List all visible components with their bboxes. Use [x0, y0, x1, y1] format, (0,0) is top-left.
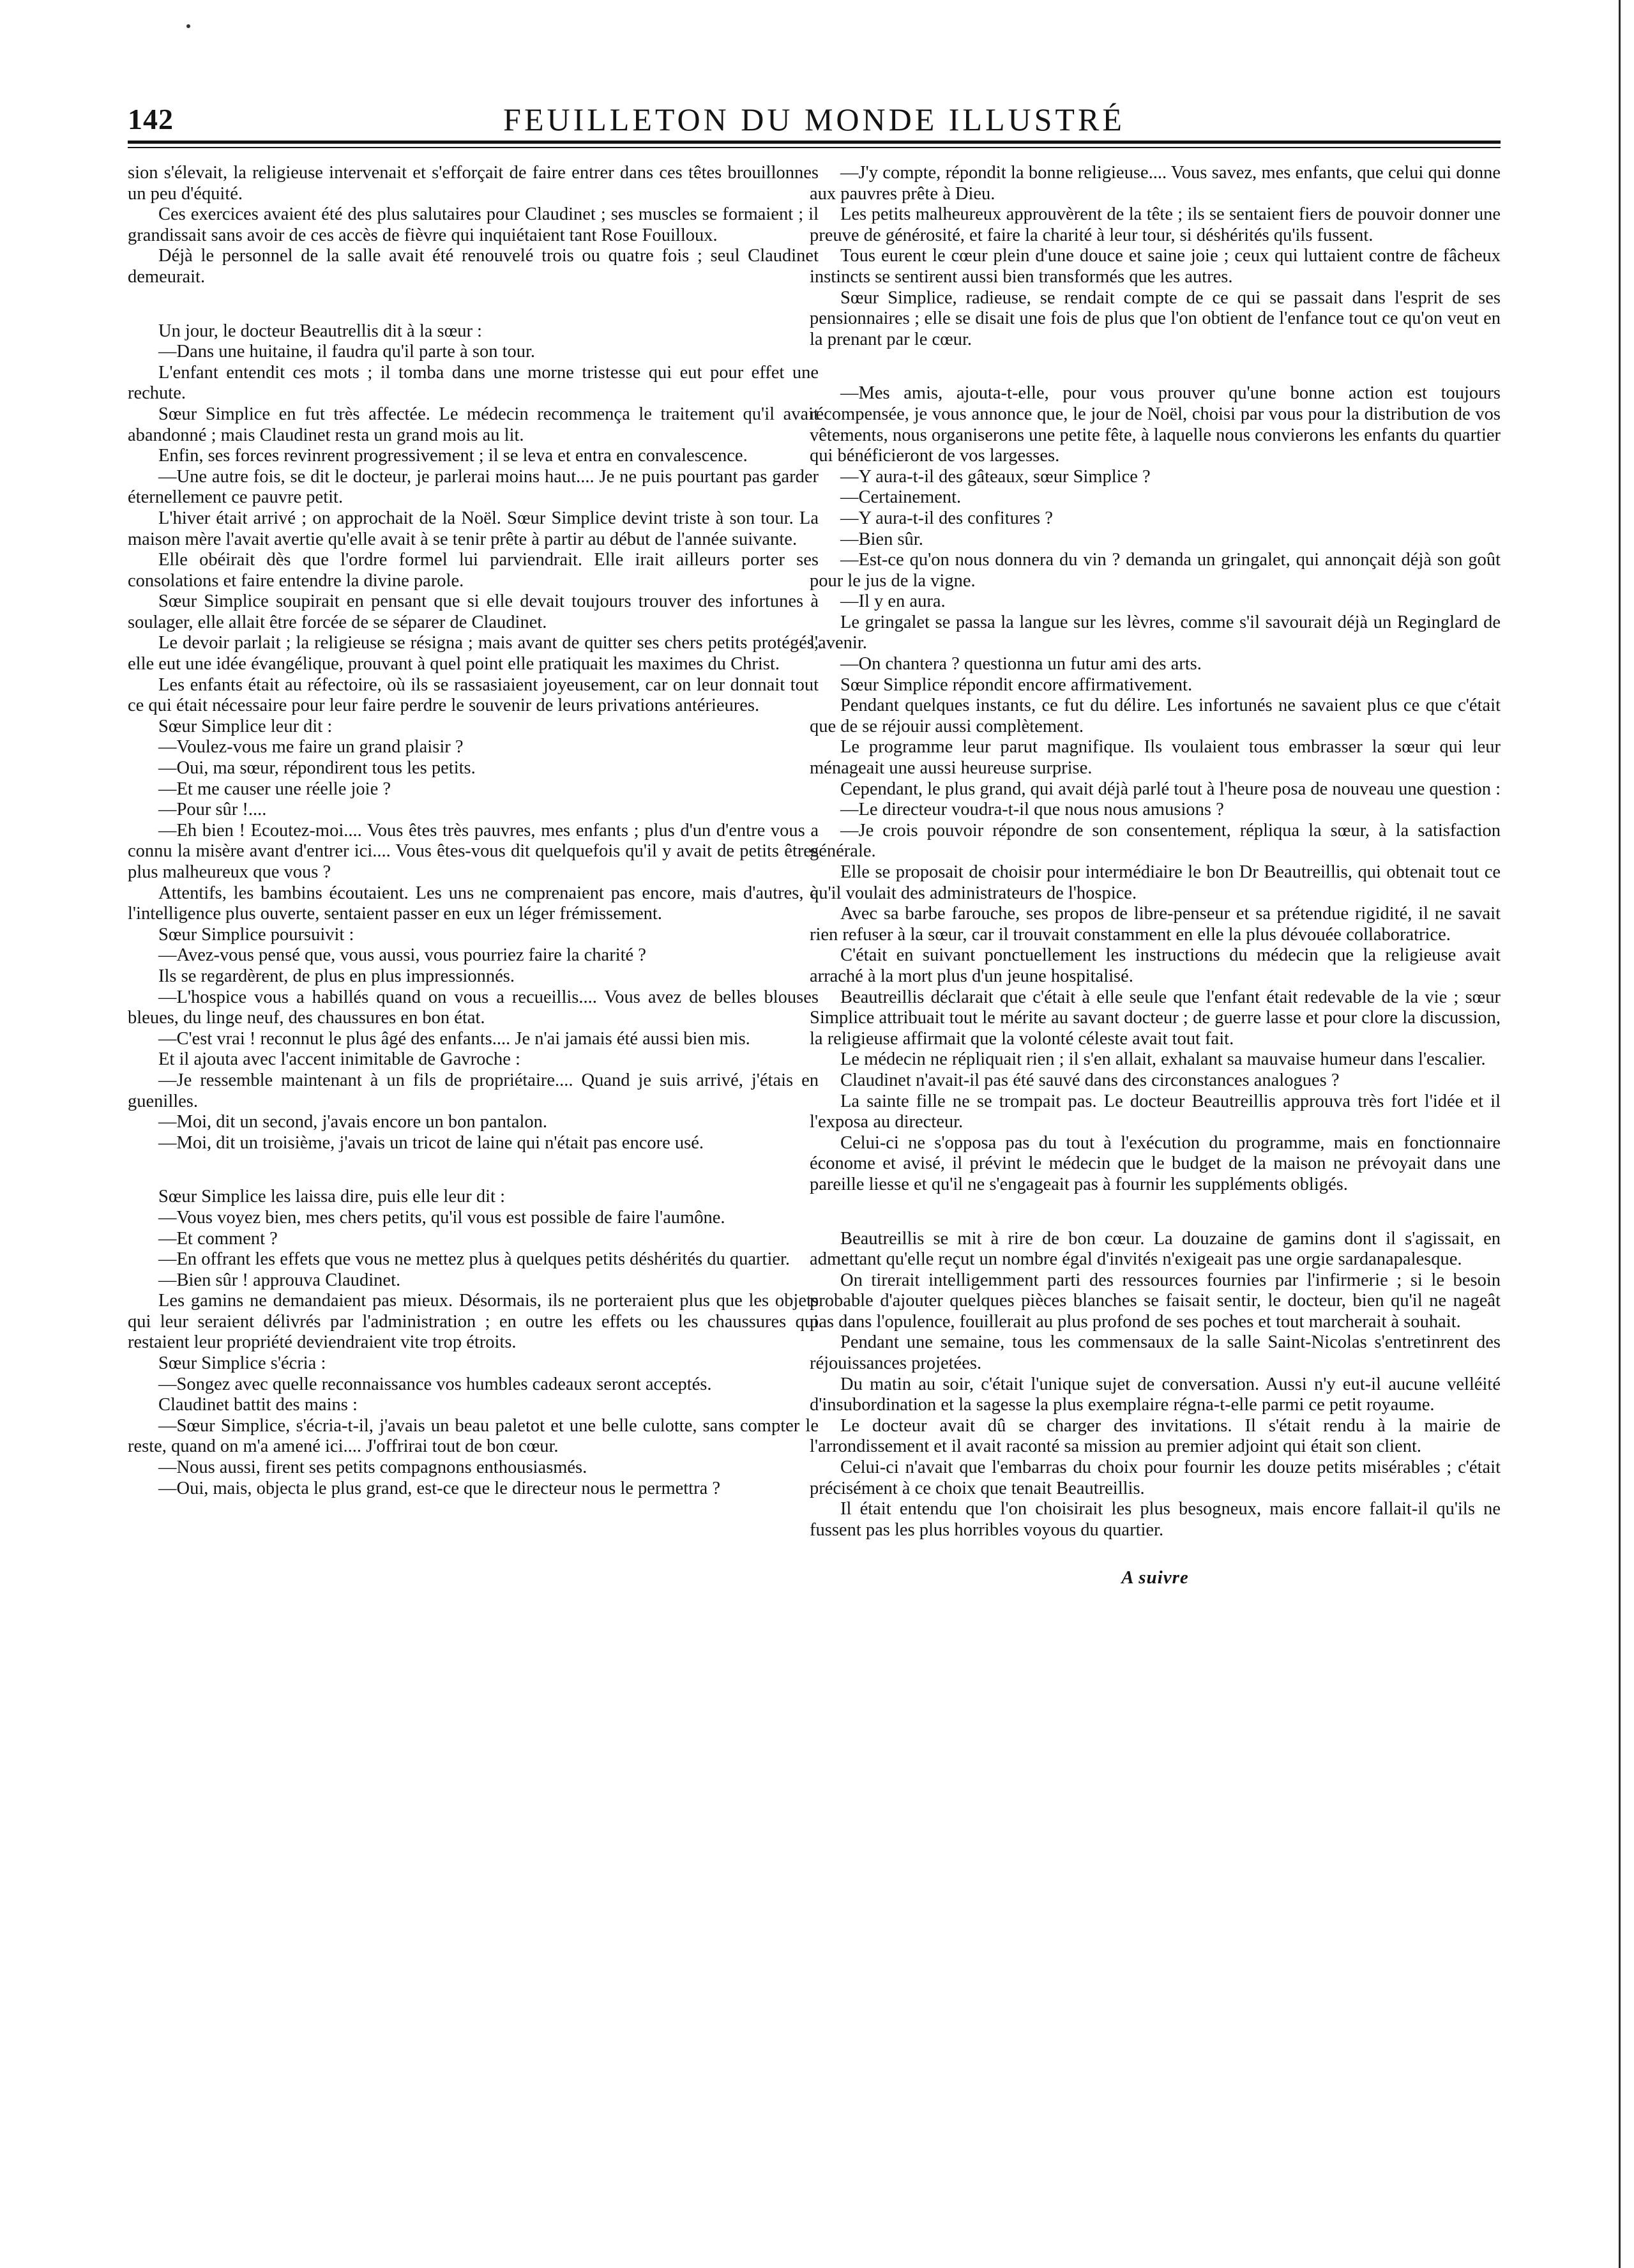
- paragraph: Les petits malheureux approuvèrent de la tête ; ils se sentaient fiers de pouvoir donner une preuve de générosité, et faire la charité à leur tour, si déshérités qu'ils fussent.: [810, 204, 1501, 245]
- paragraph: Cependant, le plus grand, qui avait déjà parlé tout à l'heure posa de nouveau une question :: [840, 779, 1501, 799]
- dialogue-line: —Certainement.: [840, 487, 962, 508]
- paragraph: Les gamins ne demandaient pas mieux. Désormais, ils ne porteraient plus que les objets qui leur seraient délivrés par l'administration ; en outre les effets ou les chaussures qui restaient leur propriété deviendraient vite trop étroits.: [128, 1291, 819, 1353]
- dialogue-line: —Est-ce qu'on nous donnera du vin ? demanda un gringalet, qui annonçait déjà son goût pour le jus de la vigne.: [810, 550, 1501, 591]
- dialogue-line: —Je ressemble maintenant à un fils de propriétaire.... Quand je suis arrivé, j'étais en guenilles.: [128, 1070, 819, 1111]
- section-break: [128, 288, 819, 321]
- dialogue-line: —Dans une huitaine, il faudra qu'il parte à son tour.: [158, 342, 536, 362]
- paragraph: Le gringalet se passa la langue sur les lèvres, comme s'il savourait déjà un Reginglard de l'avenir.: [810, 612, 1501, 653]
- paragraph: Et il ajouta avec l'accent inimitable de Gavroche :: [158, 1049, 520, 1070]
- dialogue-line: —Oui, ma sœur, répondirent tous les petits.: [158, 758, 476, 779]
- dialogue-line: —Moi, dit un troisième, j'avais un tricot de laine qui n'était pas encore usé.: [158, 1132, 704, 1153]
- dialogue-line: —Vous voyez bien, mes chers petits, qu'il vous est possible de faire l'aumône.: [158, 1207, 725, 1228]
- paragraph: sion s'élevait, la religieuse intervenait et s'efforçait de faire entrer dans ces têtes brouillonnes un peu d'équité.: [128, 163, 819, 204]
- paragraph: Sœur Simplice en fut très affectée. Le médecin recommença le traitement qu'il avait abandonné ; mais Claudinet resta un grand mois au lit.: [128, 404, 819, 445]
- paragraph: Ils se regardèrent, de plus en plus impressionnés.: [158, 966, 515, 986]
- text-column-right: [810, 163, 1501, 1588]
- print-speck: [186, 24, 190, 28]
- paragraph: Claudinet battit des mains :: [158, 1395, 358, 1415]
- dialogue-line: —Pour sûr !....: [158, 800, 267, 820]
- paragraph: Beautreillis déclarait que c'était à elle seule que l'enfant était redevable de la vie ; sœur Simplice attribuait tout le mérite au savant docteur ; de guerre lasse et pour clore la discussion, la religieuse affirmait que la volonté céleste avait tout fait.: [810, 987, 1501, 1049]
- paragraph: Pendant une semaine, tous les commensaux de la salle Saint-Nicolas s'entretinrent des réjouissances projetées.: [810, 1332, 1501, 1374]
- paragraph: Elle se proposait de choisir pour intermédiaire le bon Dr Beautreillis, qui obtenait tout ce qu'il voulait des administrateurs de l'hospice.: [810, 862, 1501, 903]
- paragraph: Celui-ci n'avait que l'embarras du choix pour fournir les douze petits misérables ; c'était précisément à ce choix que tenait Beautreillis.: [810, 1457, 1501, 1498]
- paragraph: Du matin au soir, c'était l'unique sujet de conversation. Aussi n'y eut-il aucune velléité d'insubordination et la sagesse la plus exemplaire régna-t-elle parmi ce petit royaume.: [810, 1374, 1501, 1415]
- section-break: [128, 1153, 819, 1187]
- paragraph: La sainte fille ne se trompait pas. Le docteur Beautreillis approuva très fort l'idée et il l'exposa au directeur.: [810, 1091, 1501, 1132]
- paragraph: Claudinet n'avait-il pas été sauvé dans des circonstances analogues ?: [840, 1070, 1340, 1090]
- paragraph: Sœur Simplice soupirait en pensant que si elle devait toujours trouver des infortunes à soulager, elle allait être forcée de se séparer de Claudinet.: [128, 591, 819, 632]
- paragraph: C'était en suivant ponctuellement les instructions du médecin que la religieuse avait arraché à la mort plus d'un jeune hospitalisé.: [810, 945, 1501, 986]
- section-break: [810, 350, 1501, 383]
- paragraph: Ces exercices avaient été des plus salutaires pour Claudinet ; ses muscles se formaient ; il grandissait sans avoir de ces accès de fièvre qui inquiétaient tant Rose Fouilloux.: [128, 204, 819, 245]
- paragraph: Le docteur avait dû se charger des invitations. Il s'était rendu à la mairie de l'arrondissement et il avait raconté sa mission au premier adjoint qui était son client.: [810, 1415, 1501, 1457]
- paragraph: Pendant quelques instants, ce fut du délire. Les infortunés ne savaient plus ce que c'était que de se réjouir aussi complètement.: [810, 696, 1501, 736]
- page-edge-line: [1619, 0, 1621, 2268]
- paragraph: Avec sa barbe farouche, ses propos de libre-penseur et sa prétendue rigidité, il ne savait rien refuser à la sœur, car il trouvait constamment en elle la plus dévouée collaboratrice.: [810, 904, 1501, 945]
- dialogue-line: —Voulez-vous me faire un grand plaisir ?: [158, 737, 464, 757]
- dialogue-line: —En offrant les effets que vous ne mettez plus à quelques petits déshérités du quartier.: [158, 1249, 791, 1270]
- paragraph: Les enfants était au réfectoire, où ils se rassasiaient joyeusement, car on leur donnait tout ce qui était nécessaire pour leur faire perdre le souvenir de leurs privations antérieures.: [128, 674, 819, 716]
- dialogue-line: —Y aura-t-il des gâteaux, sœur Simplice ?: [840, 466, 1151, 487]
- page-header: [128, 96, 1501, 144]
- paragraph: Sœur Simplice, radieuse, se rendait compte de ce qui se passait dans l'esprit de ses pensionnaires ; elle se disait une fois de plus que l'on obtient de l'enfance tout ce qu'on veut en la prenant par le cœur.: [810, 287, 1501, 349]
- dialogue-line: —Mes amis, ajouta-t-elle, pour vous prouver qu'une bonne action est toujours récompensée, je vous annonce que, le jour de Noël, choisi par vous pour la distribution de vos vêtements, nous organiserons une petite fête, à laquelle nous convierons les enfants du quartier qui bénéficieront de vos largesses.: [810, 383, 1501, 466]
- header-rule-thick: [128, 141, 1501, 144]
- to-be-continued: A suivre: [1121, 1567, 1189, 1588]
- dialogue-line: —Sœur Simplice, s'écria-t-il, j'avais un beau paletot et une belle culotte, sans compter le reste, quand on m'a amené ici.... J'offrirai tout de bon cœur.: [128, 1415, 819, 1457]
- dialogue-line: —Je crois pouvoir répondre de son consentement, répliqua la sœur, à la satisfaction générale.: [810, 820, 1501, 862]
- header-rule-thin: [128, 147, 1501, 148]
- paragraph: Déjà le personnel de la salle avait été renouvelé trois ou quatre fois ; seul Claudinet demeurait.: [128, 246, 819, 287]
- paragraph: Un jour, le docteur Beautrellis dit à la sœur :: [158, 321, 482, 341]
- paragraph: Le programme leur parut magnifique. Ils voulaient tous embrasser la sœur qui leur ménageait une aussi heureuse surprise.: [810, 737, 1501, 779]
- paragraph: Le devoir parlait ; la religieuse se résigna ; mais avant de quitter ses chers petits protégés, elle eut une idée évangélique, prouvant à quel point elle pratiquait les maximes du Christ.: [128, 633, 819, 674]
- paragraph: Tous eurent le cœur plein d'une douce et saine joie ; ceux qui luttaient contre de fâcheux instincts se sentirent aussi bien transformés que les autres.: [810, 246, 1501, 287]
- dialogue-line: —Bien sûr.: [840, 529, 923, 549]
- dialogue-line: —Bien sûr ! approuva Claudinet.: [158, 1270, 401, 1290]
- dialogue-line: —Il y en aura.: [840, 591, 946, 612]
- paragraph: Sœur Simplice répondit encore affirmativement.: [840, 674, 1193, 695]
- dialogue-line: —Le directeur voudra-t-il que nous nous amusions ?: [840, 800, 1224, 820]
- dialogue-line: —Moi, dit un second, j'avais encore un bon pantalon.: [158, 1112, 548, 1132]
- paragraph: L'hiver était arrivé ; on approchait de la Noël. Sœur Simplice devint triste à son tour. La maison mère l'avait avertie qu'elle avait à se tenir prête à partir au début de l'année suivante.: [128, 508, 819, 549]
- paragraph: Beautreillis se mit à rire de bon cœur. La douzaine de gamins dont il s'agissait, en admettant qu'elle reçut un nombre égal d'invités n'exigeait pas une orgie sardanapalesque.: [810, 1228, 1501, 1270]
- dialogue-line: —Et me causer une réelle joie ?: [158, 779, 391, 799]
- dialogue-line: —On chantera ? questionna un futur ami des arts.: [840, 654, 1202, 674]
- running-title: FEUILLETON DU MONDE ILLUSTRÉ: [503, 102, 1125, 137]
- dialogue-line: —Eh bien ! Ecoutez-moi.... Vous êtes très pauvres, mes enfants ; plus d'un d'entre vous a connu la misère avant d'entrer ici.... Vous êtes-vous dit quelquefois qu'il y avait de petits êtres plus malheureux que vous ?: [128, 820, 819, 882]
- dialogue-line: —L'hospice vous a habillés quand on vous a recueillis.... Vous avez de belles blouses bleues, du linge neuf, des chaussures en bon état.: [128, 987, 819, 1028]
- paragraph: Celui-ci ne s'opposa pas du tout à l'exécution du programme, mais en fonctionnaire économe et avisé, il prévint le médecin que le budget de la maison ne prévoyait dans une pareille liesse et qu'il ne s'engageait pas à fournir les suppléments obligés.: [810, 1132, 1501, 1194]
- dialogue-line: —Une autre fois, se dit le docteur, je parlerai moins haut.... Je ne puis pourtant pas garder éternellement ce pauvre petit.: [128, 466, 819, 508]
- paragraph: Attentifs, les bambins écoutaient. Les uns ne comprenaient pas encore, mais d'autres, à l'intelligence plus ouverte, sentaient passer en eux un léger frémissement.: [128, 883, 819, 924]
- paragraph: Il était entendu que l'on choisirait les plus besogneux, mais encore fallait-il qu'ils ne fussent pas les plus horribles voyous du quartier.: [810, 1499, 1501, 1540]
- dialogue-line: —Songez avec quelle reconnaissance vos humbles cadeaux seront acceptés.: [158, 1374, 712, 1394]
- section-break: [810, 1196, 1501, 1229]
- dialogue-line: —C'est vrai ! reconnut le plus âgé des enfants.... Je n'ai jamais été aussi bien mis.: [158, 1028, 750, 1049]
- dialogue-line: —Avez-vous pensé que, vous aussi, vous pourriez faire la charité ?: [158, 945, 646, 966]
- dialogue-line: —Oui, mais, objecta le plus grand, est-ce que le directeur nous le permettra ?: [158, 1478, 721, 1498]
- paragraph: L'enfant entendit ces mots ; il tomba dans une morne tristesse qui eut pour effet une rechute.: [128, 362, 819, 404]
- dialogue-line: —Et comment ?: [158, 1228, 278, 1249]
- paragraph: Enfin, ses forces revinrent progressivement ; il se leva et entra en convalescence.: [158, 446, 748, 466]
- paragraph: Sœur Simplice les laissa dire, puis elle leur dit :: [158, 1187, 505, 1207]
- page-number: 142: [128, 103, 174, 135]
- dialogue-line: —J'y compte, répondit la bonne religieuse.... Vous savez, mes enfants, que celui qui donne aux pauvres prête à Dieu.: [810, 163, 1501, 204]
- dialogue-line: —Y aura-t-il des confitures ?: [840, 508, 1053, 528]
- dialogue-line: —Nous aussi, firent ses petits compagnons enthousiasmés.: [158, 1457, 587, 1478]
- paragraph: Sœur Simplice leur dit :: [158, 716, 333, 736]
- paragraph: Sœur Simplice poursuivit :: [158, 924, 354, 945]
- paragraph: Elle obéirait dès que l'ordre formel lui parviendrait. Elle irait ailleurs porter ses consolations et faire entendre la divine parole.: [128, 550, 819, 591]
- paragraph: Le médecin ne répliquait rien ; il s'en allait, exhalant sa mauvaise humeur dans l'escalier.: [840, 1049, 1486, 1070]
- paragraph: Sœur Simplice s'écria :: [158, 1353, 326, 1374]
- text-column-left: [128, 163, 819, 1499]
- paragraph: On tirerait intelligemment parti des ressources fournies par l'infirmerie ; si le besoin probable d'ajouter quelques pièces blanches se faisait sentir, le docteur, bien qu'il ne nageât pas dans l'opulence, fouillerait au plus profond de ses poches et tout marcherait à souhait.: [810, 1270, 1501, 1332]
